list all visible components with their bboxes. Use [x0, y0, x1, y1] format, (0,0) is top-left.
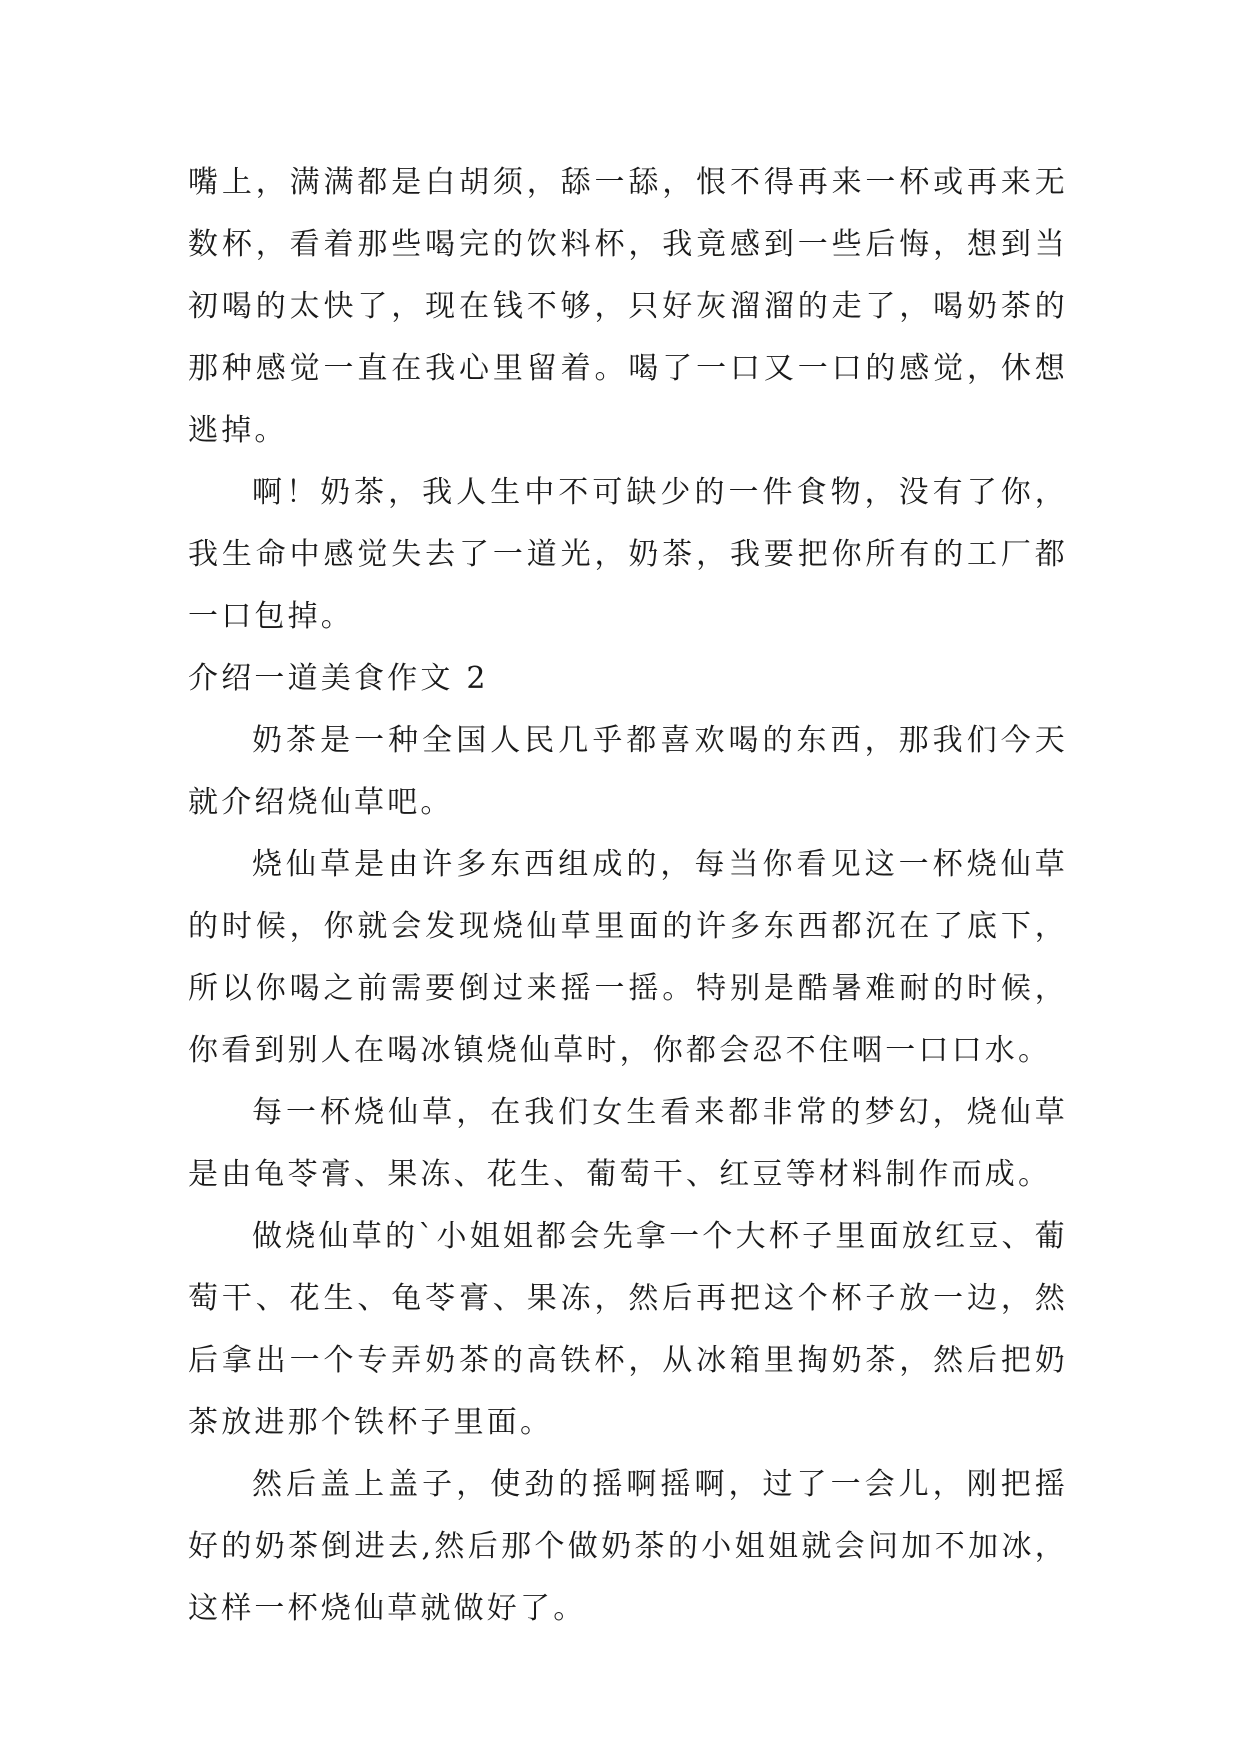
paragraph-intro: 奶茶是一种全国人民几乎都喜欢喝的东西，那我们今天就介绍烧仙草吧。: [188, 723, 1068, 820]
section-heading: 介绍一道美食作文 2: [188, 661, 489, 696]
paragraph-ingredients-sink: 烧仙草是由许多东西组成的，每当你看见这一杯烧仙草的时候，你就会发现烧仙草里面的许多东西都沉在了底下，所以你喝之前需要倒过来摇一摇。特别是酷暑难耐的时候，你看到别人在喝冰镇烧仙草时，你都会忍不住咽一口口水。: [188, 847, 1068, 1068]
paragraph-continuation: 嘴上，满满都是白胡须，舔一舔，恨不得再来一杯或再来无数杯，看着那些喝完的饮料杯，我竟感到一些后悔，想到当初喝的太快了，现在钱不够，只好灰溜溜的走了，喝奶茶的那种感觉一直在我心里留着。喝了一口又一口的感觉，休想逃掉。: [188, 165, 1068, 448]
paragraph-preparation: 做烧仙草的`小姐姐都会先拿一个大杯子里面放红豆、葡萄干、花生、龟苓膏、果冻，然后再把这个杯子放一边，然后拿出一个专弄奶茶的高铁杯，从冰箱里掏奶茶，然后把奶茶放进那个铁杯子里面。: [188, 1219, 1068, 1440]
paragraph-materials: 每一杯烧仙草，在我们女生看来都非常的梦幻，烧仙草是由龟苓膏、果冻、花生、葡萄干、红豆等材料制作而成。: [188, 1095, 1068, 1192]
document-body: [188, 152, 1068, 1640]
paragraph-exclamation: 啊！奶茶，我人生中不可缺少的一件食物，没有了你，我生命中感觉失去了一道光，奶茶，我要把你所有的工厂都一口包掉。: [188, 475, 1068, 634]
paragraph-finish: 然后盖上盖子，使劲的摇啊摇啊，过了一会儿，刚把摇好的奶茶倒进去,然后那个做奶茶的小姐姐就会问加不加冰，这样一杯烧仙草就做好了。: [188, 1467, 1068, 1626]
